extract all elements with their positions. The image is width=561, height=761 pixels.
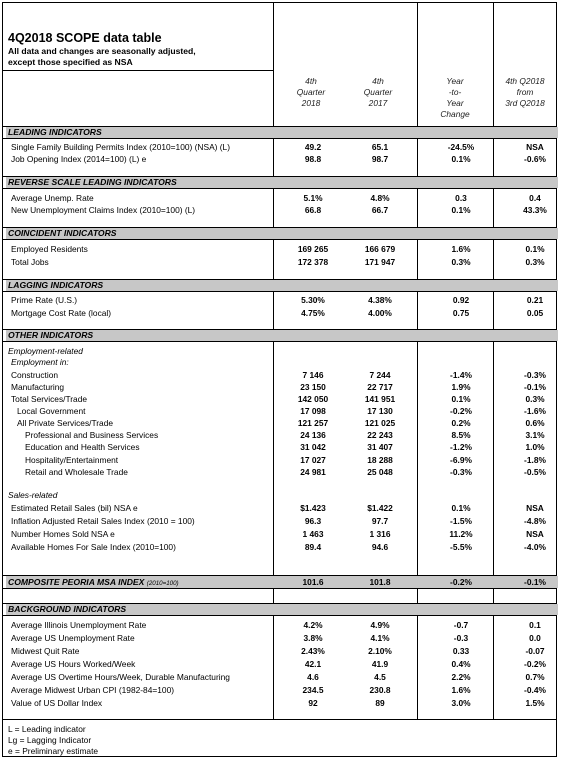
legend-estimate: e = Preliminary estimate <box>8 746 99 756</box>
table-row: Job Opening Index (2014=100) (L) e 98.8 98.7 0.1% -0.6% <box>11 154 546 164</box>
table-row: Available Homes For Sale Index (2010=100) 89.4 94.6 -5.5% -4.0% <box>11 542 546 552</box>
subtitle-line-1: All data and changes are seasonally adjusted, <box>8 46 196 56</box>
table-row: New Unemployment Claims Index (2010=100) (L) 66.8 66.7 0.1% 43.3% <box>11 205 547 215</box>
column-header-year-change: Year -to- Year Change <box>440 76 470 119</box>
legend-lagging: Lg = Lagging Indicator <box>8 735 92 745</box>
composite-index-base: (2010=100) <box>146 580 179 587</box>
subsection-sales: Sales-related <box>8 490 58 500</box>
table-row: Prime Rate (U.S.) 5.30% 4.38% 0.92 0.21 <box>11 295 544 305</box>
table-row: Retail and Wholesale Trade 24 981 25 048 -0.3% -0.5% <box>25 467 546 477</box>
table-row: Professional and Business Services 24 136 22 243 8.5% 3.1% <box>25 430 545 440</box>
page-title: 4Q2018 SCOPE data table <box>8 31 162 45</box>
legend-leading: L = Leading indicator <box>8 724 86 734</box>
table-row: Average US Unemployment Rate 3.8% 4.1% -0.3 0.0 <box>11 633 541 643</box>
table-row: Manufacturing 23 150 22 717 1.9% -0.1% <box>11 382 546 392</box>
section-title-reverse: REVERSE SCALE LEADING INDICATORS <box>8 177 177 187</box>
table-row: Single Family Building Permits Index (2010=100) (NSA) (L) 49.2 65.1 -24.5% NSA <box>11 142 544 152</box>
table-bottom-rule <box>3 719 556 720</box>
column-header-quarter-change: 4th Q2018 from 3rd Q2018 <box>505 76 545 108</box>
table-row: Education and Health Services 31 042 31 407 -1.2% 1.0% <box>25 442 545 452</box>
section-divider <box>3 341 556 342</box>
section-divider <box>3 615 556 616</box>
table-row: Value of US Dollar Index 92 89 3.0% 1.5% <box>11 698 545 708</box>
section-divider <box>3 588 556 589</box>
table-row: Employed Residents 169 265 166 679 1.6% 0.1% <box>11 244 545 254</box>
table-row: Average US Overtime Hours/Week, Durable Manufacturing 4.6 4.5 2.2% 0.7% <box>11 672 545 682</box>
section-title-lagging: LAGGING INDICATORS <box>8 280 104 290</box>
table-row: Hospitality/Entertainment 17 027 18 288 -6.9% -1.8% <box>25 455 546 465</box>
table-row: Local Government 17 098 17 130 -0.2% -1.6% <box>17 406 546 416</box>
section-title-background: BACKGROUND INDICATORS <box>8 604 127 614</box>
table-row: Average Illinois Unemployment Rate 4.2% 4.9% -0.7 0.1 <box>11 620 541 630</box>
column-header-4q2017: 4th Quarter 2017 <box>363 76 393 108</box>
subsection-employment-in: Employment in: <box>11 357 69 367</box>
table-row: Average Midwest Urban CPI (1982-84=100) 234.5 230.8 1.6% -0.4% <box>11 685 546 695</box>
table-row: Mortgage Cost Rate (local) 4.75% 4.00% 0.75 0.05 <box>11 308 544 318</box>
section-divider <box>3 188 556 189</box>
table-row: Total Jobs 172 378 171 947 0.3% 0.3% <box>11 257 545 267</box>
scope-data-table <box>2 2 557 757</box>
composite-index-values: 101.6 101.8 -0.2% -0.1% <box>302 577 546 587</box>
header-divider <box>3 70 273 71</box>
table-row: Average US Hours Worked/Week 42.1 41.9 0.4% -0.2% <box>11 659 546 669</box>
column-header-4q2018: 4th Quarter 2018 <box>296 76 326 108</box>
section-title-coincident: COINCIDENT INDICATORS <box>8 228 117 238</box>
section-divider <box>3 239 556 240</box>
table-row: Number Homes Sold NSA e 1 463 1 316 11.2% NSA <box>11 529 544 539</box>
subsection-employment: Employment-related <box>8 346 83 356</box>
section-divider <box>3 291 556 292</box>
table-row: Construction 7 146 7 244 -1.4% -0.3% <box>11 370 546 380</box>
subtitle-line-2: except those specified as NSA <box>8 57 133 67</box>
table-row: All Private Services/Trade 121 257 121 025 0.2% 0.6% <box>17 418 545 428</box>
table-row: Inflation Adjusted Retail Sales Index (2010 = 100) 96.3 97.7 -1.5% -4.8% <box>11 516 546 526</box>
table-row: Midwest Quit Rate 2.43% 2.10% 0.33 -0.07 <box>11 646 545 656</box>
composite-index-title: COMPOSITE PEORIA MSA INDEX <box>8 577 145 587</box>
section-title-other: OTHER INDICATORS <box>8 330 94 340</box>
table-row: Average Unemp. Rate 5.1% 4.8% 0.3 0.4 <box>11 193 541 203</box>
table-row: Estimated Retail Sales (bil) NSA e $1.423 $1.422 0.1% NSA <box>11 503 544 513</box>
section-divider <box>3 138 556 139</box>
section-title-leading: LEADING INDICATORS <box>8 127 102 137</box>
table-row: Total Services/Trade 142 050 141 951 0.1% 0.3% <box>11 394 545 404</box>
